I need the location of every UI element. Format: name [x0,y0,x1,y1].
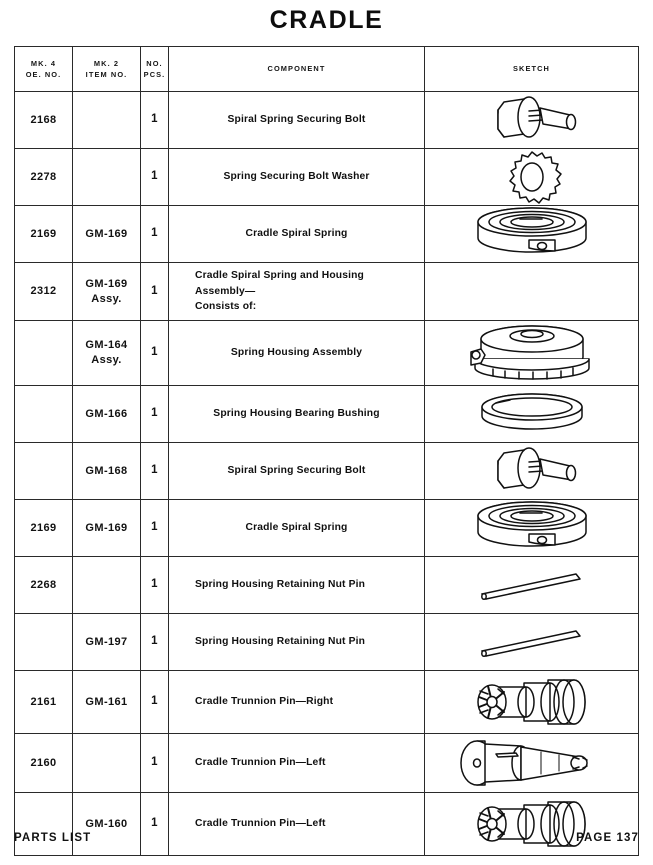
cell-mk2-item-no [73,500,141,557]
cell-sketch [425,263,639,321]
cell-sketch [425,557,639,614]
cell-no-pcs: 1 [141,614,169,671]
cell-mk4-oe-no: 2169 [15,500,73,557]
mk2-item-number: GM-169 [85,227,128,240]
cell-component-name [169,206,425,263]
cell-mk2-item-no [73,557,141,614]
footer-parts-list-label: PARTS LIST [14,832,92,844]
table-header [15,47,639,92]
straight-dowel-pin-icon [472,625,592,659]
mk2-item-number: GM-197 [85,635,128,648]
hex-head-flange-bolt-icon [467,444,597,498]
cell-mk2-item-no [73,321,141,386]
column-header-mk4-oe-no [15,47,73,92]
cell-mk2-item-no [73,614,141,671]
mk2-item-number: GM-166 [85,407,128,420]
cell-mk4-oe-no [15,321,73,386]
table-row [15,443,639,500]
column-header-component [169,47,425,92]
component-name-line1: Spring Housing Retaining Nut Pin [195,636,366,648]
table-row [15,386,639,443]
spring-housing-drum-icon [457,321,607,385]
column-header-line1: SKETCH [513,64,550,74]
cell-sketch [425,614,639,671]
cell-component-name [169,614,425,671]
component-name-line2: Consists of: [195,301,257,313]
cell-mk4-oe-no: 2268 [15,557,73,614]
bearing-bushing-ring-icon [476,391,588,437]
table-row [15,500,639,557]
cell-mk2-item-no [73,671,141,734]
table-body [15,92,639,856]
cell-component-name [169,149,425,206]
column-header-line1: MK. 2 [93,58,120,68]
component-name-line1: Spiral Spring Securing Bolt [227,114,366,126]
mk2-assembly-suffix: Assy. [91,354,122,366]
table-row [15,557,639,614]
column-header-line2: PCS. [143,70,166,79]
cell-component-name [169,443,425,500]
column-header-no-pcs [141,47,169,92]
external-tooth-star-washer-icon [500,149,564,205]
table-row [15,92,639,149]
cell-mk4-oe-no: 2168 [15,92,73,149]
mk2-item-number: GM-169 [85,521,128,534]
component-name-line1: Cradle Trunnion Pin—Left [195,818,326,830]
table-row [15,614,639,671]
cell-mk2-item-no [73,92,141,149]
page-footer [14,832,639,850]
column-header-mk2-item-no [73,47,141,92]
coiled-spiral-spring-icon [462,206,602,262]
cell-no-pcs: 1 [141,321,169,386]
table-header-row [15,47,639,92]
cell-mk2-item-no [73,149,141,206]
cell-no-pcs: 1 [141,92,169,149]
cell-no-pcs: 1 [141,671,169,734]
table-row [15,206,639,263]
cell-mk2-item-no [73,206,141,263]
component-name-line1: Cradle Spiral Spring and Housing Assembly— [195,270,364,297]
cell-mk4-oe-no: 2169 [15,206,73,263]
cell-no-pcs: 1 [141,793,169,856]
table-row [15,321,639,386]
column-header-line1: MK. 4 [30,58,57,68]
cell-mk2-item-no [73,263,141,321]
mk2-item-number: GM-164 [85,339,128,352]
cell-component-name [169,92,425,149]
cell-sketch [425,734,639,793]
component-name-line1: Spring Housing Assembly [230,347,363,359]
tapered-trunnion-pin-icon [451,734,613,792]
coiled-spiral-spring-icon [462,500,602,556]
cell-no-pcs: 1 [141,206,169,263]
mk2-item-number: GM-160 [85,817,128,830]
cell-mk4-oe-no [15,614,73,671]
cell-component-name [169,734,425,793]
mk2-item-number: GM-161 [85,695,128,708]
component-name-line1: Spring Securing Bolt Washer [223,171,370,183]
cell-sketch [425,671,639,734]
table-row [15,263,639,321]
page-title: CRADLE [269,6,384,34]
component-name-line1: Spring Housing Retaining Nut Pin [195,579,366,591]
cell-component-name [169,386,425,443]
splined-stepped-trunnion-pin-icon [452,671,612,733]
cell-component-name [169,321,425,386]
cell-mk4-oe-no: 2312 [15,263,73,321]
cell-mk4-oe-no [15,386,73,443]
cell-mk2-item-no [73,443,141,500]
column-header-line2: ITEM NO. [85,70,128,79]
cell-mk2-item-no [73,734,141,793]
component-name-line1: Cradle Spiral Spring [245,522,348,534]
cell-mk2-item-no [73,386,141,443]
mk2-item-number: GM-168 [85,464,128,477]
cell-no-pcs: 1 [141,734,169,793]
cell-mk4-oe-no [15,443,73,500]
mk2-item-number: GM-169 [85,277,128,290]
hex-head-flange-bolt-icon [467,93,597,147]
component-name-line1: Spiral Spring Securing Bolt [227,465,366,477]
column-header-line1: COMPONENT [267,64,326,74]
cell-sketch [425,92,639,149]
cell-component-name [169,263,425,321]
cell-sketch [425,386,639,443]
footer-page-number: PAGE 137 [576,832,639,844]
cell-no-pcs: 1 [141,386,169,443]
column-header-sketch [425,47,639,92]
cell-sketch [425,443,639,500]
cell-no-pcs: 1 [141,557,169,614]
cell-sketch [425,149,639,206]
cell-component-name [169,671,425,734]
cell-component-name [169,500,425,557]
mk2-assembly-suffix: Assy. [91,292,122,305]
cell-no-pcs: 1 [141,263,169,321]
cell-component-name [169,557,425,614]
cell-sketch [425,321,639,386]
component-name-line1: Cradle Trunnion Pin—Right [195,696,334,708]
parts-table [14,46,639,856]
column-header-line1: NO. [146,58,163,68]
cell-sketch [425,500,639,557]
column-header-line2: OE. NO. [25,70,62,79]
table-row [15,149,639,206]
cell-mk4-oe-no: 2161 [15,671,73,734]
straight-dowel-pin-icon [472,568,592,602]
cell-sketch [425,206,639,263]
cell-no-pcs: 1 [141,443,169,500]
component-name-line1: Spring Housing Bearing Bushing [213,408,380,420]
table-row [15,671,639,734]
cell-mk4-oe-no: 2160 [15,734,73,793]
cell-no-pcs: 1 [141,500,169,557]
component-name-line1: Cradle Trunnion Pin—Left [195,757,326,769]
cell-no-pcs: 1 [141,149,169,206]
cell-mk4-oe-no: 2278 [15,149,73,206]
component-name-line1: Cradle Spiral Spring [245,228,348,240]
table-row [15,734,639,793]
